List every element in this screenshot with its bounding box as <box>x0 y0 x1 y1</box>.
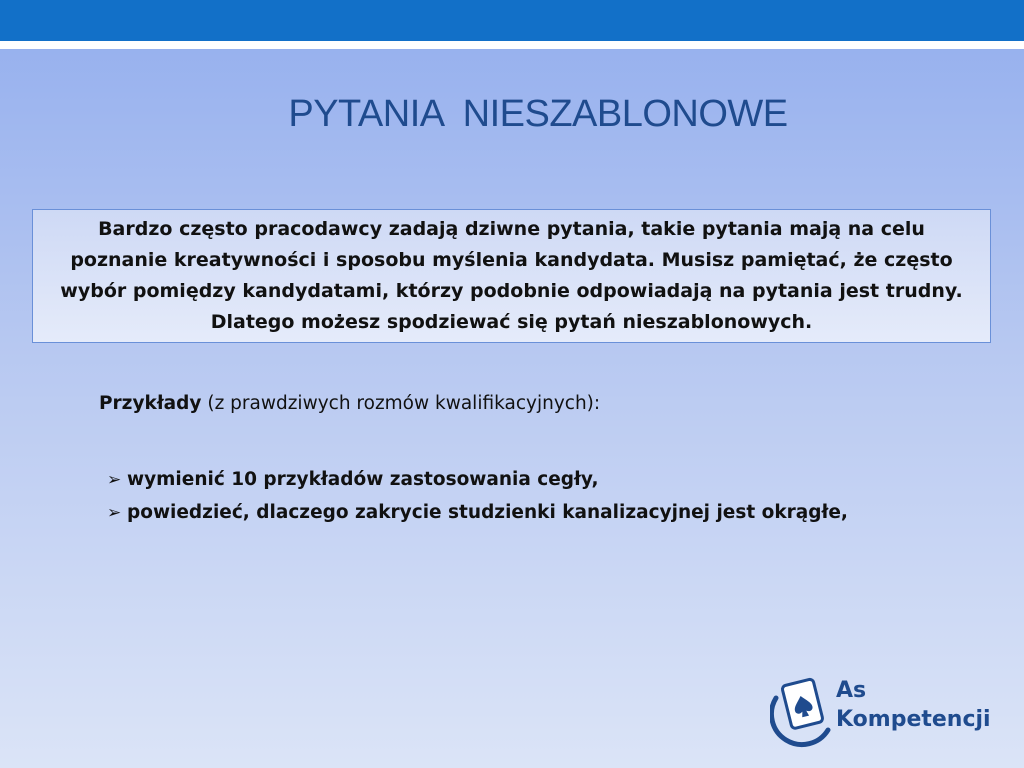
list-item <box>107 496 848 529</box>
list-item <box>107 463 848 496</box>
arrow-bullet-icon: ➢ <box>107 469 122 490</box>
logo-line-2: Kompetencji <box>836 707 991 732</box>
logo-text <box>836 676 991 734</box>
top-bar <box>0 0 1024 41</box>
examples-heading <box>99 393 600 414</box>
list-item-text: wymienić 10 przykładów zastosowania cegły, <box>127 469 599 490</box>
info-box <box>32 209 991 343</box>
arrow-bullet-icon: ➢ <box>107 502 122 523</box>
list-item-text: powiedzieć, dlaczego zakrycie studzienki kanalizacyjnej jest okrągłe, <box>127 502 848 523</box>
logo-line-1: As <box>836 678 867 703</box>
brand-logo <box>770 672 1000 748</box>
info-text: Bardzo często pracodawcy zadają dziwne pytania, takie pytania mają na celu poznanie kreatywności i sposobu myślenia kandydata. Musisz pamiętać, że często wybór pomiędzy kandydatami, którzy podobnie odpowiadają na pytania jest trudny. Dlatego możesz spodziewać się pytań nieszablonowych. <box>60 218 963 333</box>
examples-note: (z prawdziwych rozmów kwalifikacyjnych): <box>201 393 601 414</box>
examples-list <box>107 463 848 529</box>
top-stripe <box>0 41 1024 49</box>
card-spade-icon <box>770 672 836 748</box>
slide-title: PYTANIA NIESZABLONOWE <box>288 93 788 135</box>
examples-label: Przykłady <box>99 393 202 414</box>
